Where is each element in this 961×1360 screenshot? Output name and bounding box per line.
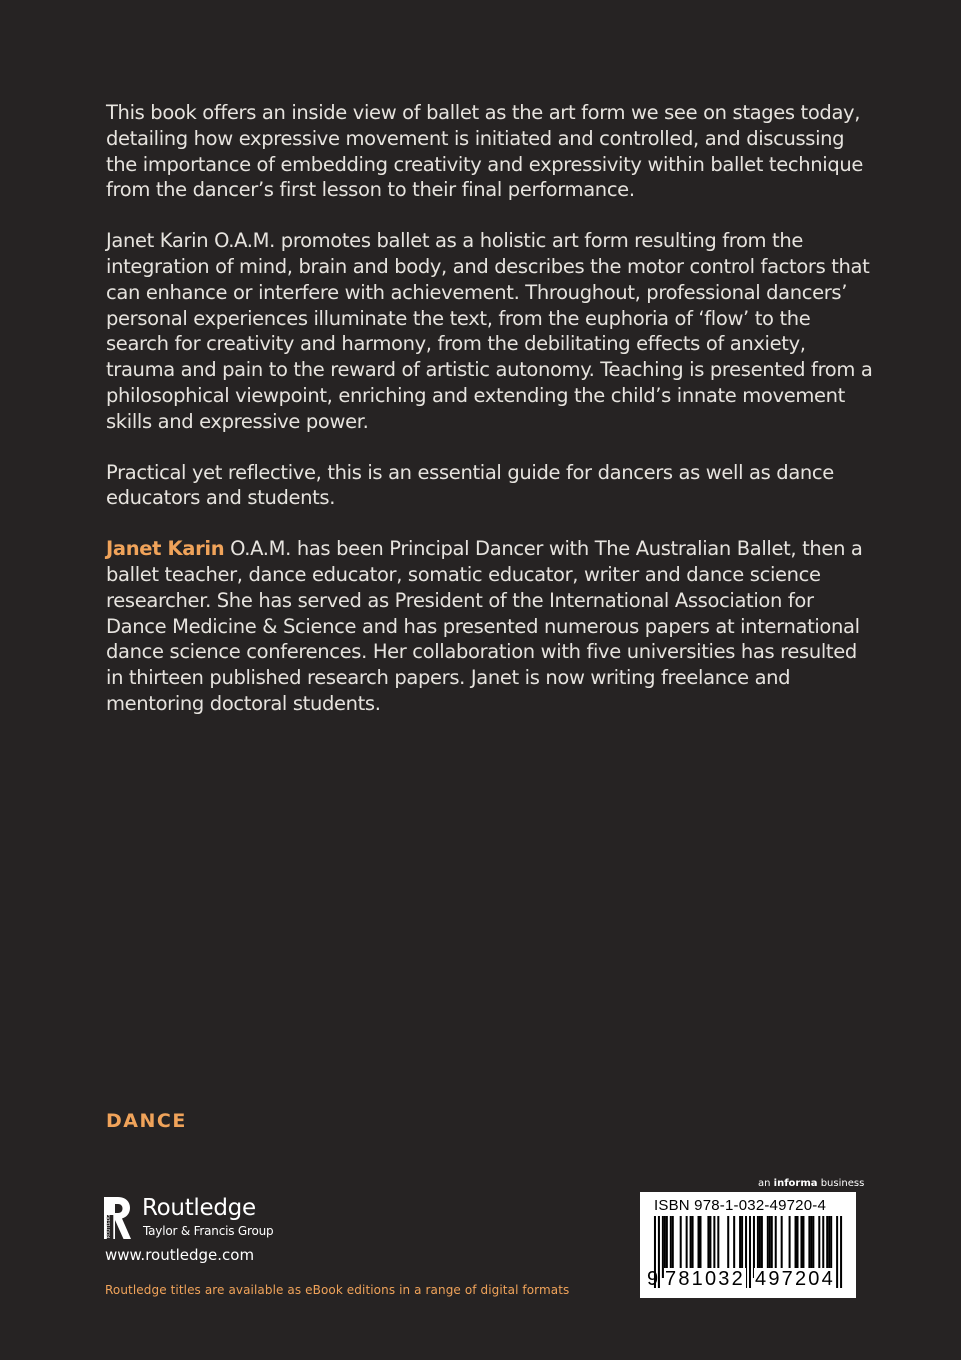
informa-brand: informa (773, 1178, 818, 1189)
routledge-logo-icon (104, 1195, 134, 1241)
logo-vertical-text: ROUTLEDGE (106, 1212, 111, 1238)
blurb-paragraph-3: Practical yet reflective, this is an essential guide for dancers as well as dance educators and students. (106, 460, 834, 510)
publisher-group: Taylor & Francis Group (143, 1224, 274, 1238)
author-bio-text: O.A.M. has been Principal Dancer with The Australian Ballet, then a ballet teacher, dance educator, somatic educator, writer and dance science researcher. She has served as President of the International Association for Dance Medicine & Science and has presented numerous papers at international dance science conferences. Her collaboration with five universities has resulted in thirteen published research papers. Janet is now writing freelance and mentoring doctoral students. (106, 537, 863, 715)
ebook-note: Routledge titles are available as eBook editions in a range of digital formats (105, 1283, 570, 1297)
barcode-digits-right: 497204 (755, 1268, 835, 1290)
barcode-digits-left: 781032 (665, 1268, 745, 1290)
category-label: DANCE (106, 1110, 187, 1132)
back-cover-blurb (106, 100, 876, 742)
publisher-website: www.routledge.com (105, 1246, 255, 1264)
blurb-paragraph-2: Janet Karin O.A.M. promotes ballet as a holistic art form resulting from the integration of mind, brain and body, and describes the motor control factors that can enhance or interfere with achievement. Throughout, professional dancers’ personal experiences illuminate the text, from the euphoria of ‘flow’ to the search for creativity and harmony, from the debilitating effects of anxiety, trauma and pain to the reward of artistic autonomy. Teaching is presented from a philosophical viewpoint, enriching and extending the child’s innate movement skills and expressive power. (106, 229, 873, 433)
blurb-paragraph-1: This book offers an inside view of ballet as the art form we see on stages today, detailing how expressive movement is initiated and controlled, and discussing the importance of embedding creativity and expressivity within ballet technique from the dancer’s first lesson to their final performance. (106, 101, 863, 202)
informa-tagline: an informa business (758, 1178, 865, 1189)
author-name: Janet Karin (106, 537, 225, 561)
barcode-digits (640, 1268, 856, 1294)
isbn-text: ISBN 978-1-032-49720-4 (654, 1197, 827, 1214)
routledge-logo (104, 1195, 304, 1241)
publisher-name: Routledge (142, 1195, 256, 1221)
isbn-barcode (640, 1192, 856, 1298)
author-bio (106, 536, 876, 717)
barcode-digit-first: 9 (647, 1268, 659, 1290)
